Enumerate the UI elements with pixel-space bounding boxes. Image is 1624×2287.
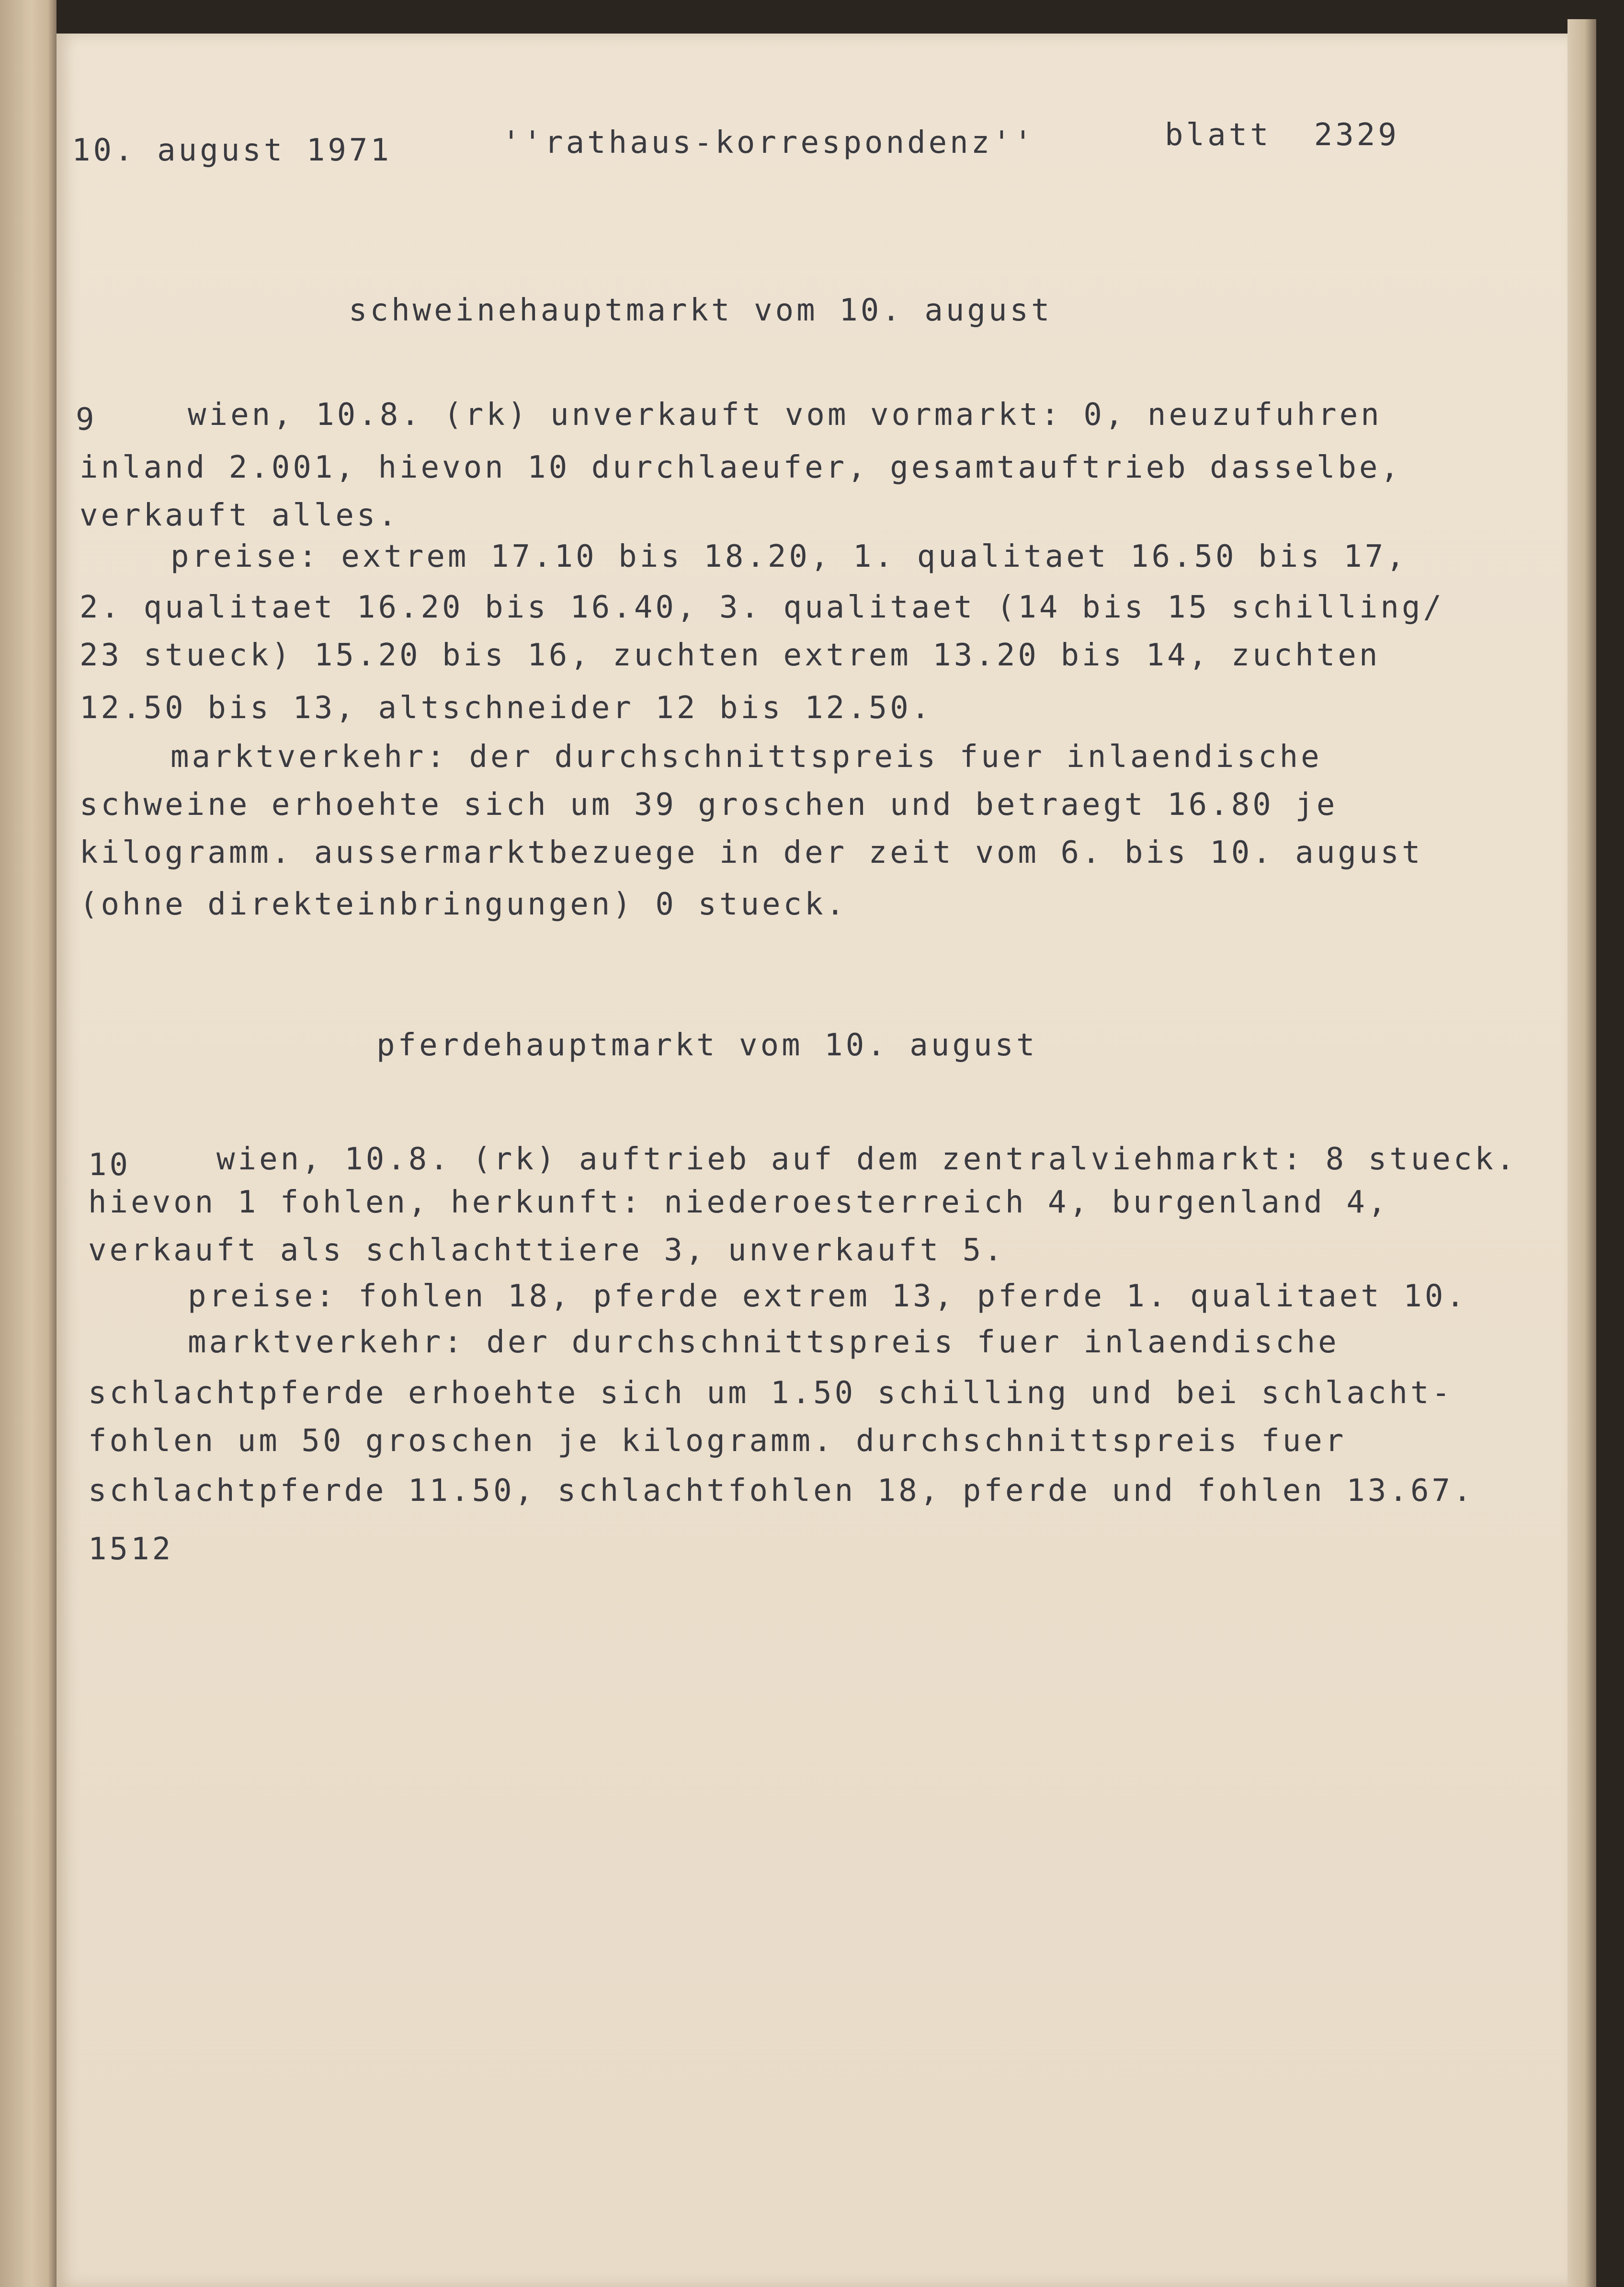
page-code: 1512 [88,1532,174,1567]
paragraph-line: kilogramm. aussermarktbezuege in der zeit vom 6. bis 10. august [79,835,1423,870]
paragraph-line: schlachtpferde erhoehte sich um 1.50 schilling und bei schlacht- [88,1375,1453,1411]
paragraph-line: wien, 10.8. (rk) unverkauft vom vormarkt: 0, neuzufuhren [188,397,1382,433]
paragraph-line: inland 2.001, hievon 10 durchlaeufer, gesamtauftrieb dasselbe, [79,450,1402,485]
header-date: 10. august 1971 [72,133,392,168]
paragraph-line: schweine erhoehte sich um 39 groschen und betraegt 16.80 je [79,787,1338,823]
item-number-9: 9 [76,402,97,437]
paragraph-line: fohlen um 50 groschen je kilogramm. durchschnittspreis fuer [88,1423,1347,1459]
paragraph-line: (ohne direkteinbringungen) 0 stueck. [79,887,848,922]
item-number-10: 10 [88,1147,131,1183]
paragraph-line: marktverkehr: der durchschnittspreis fuer inlaendische [188,1325,1340,1360]
paragraph-line: preise: extrem 17.10 bis 18.20, 1. qualitaet 16.50 bis 17, [170,539,1408,574]
section-heading-pferdehauptmarkt: pferdehauptmarkt vom 10. august [376,1028,1038,1063]
paragraph-line: marktverkehr: der durchschnittspreis fuer inlaendische [170,739,1322,775]
paragraph-line: hievon 1 fohlen, herkunft: niederoesterreich 4, burgenland 4, [88,1185,1389,1220]
paragraph-line: schlachtpferde 11.50, schlachtfohlen 18, pferde und fohlen 13.67. [88,1473,1475,1509]
paragraph-line: 2. qualitaet 16.20 bis 16.40, 3. qualitaet (14 bis 15 schilling/ [79,590,1444,625]
paragraph-line: preise: fohlen 18, pferde extrem 13, pferde 1. qualitaet 10. [188,1279,1467,1314]
paragraph-line: verkauft alles. [79,498,399,533]
header-title: ''rathaus-korrespondenz'' [502,125,1035,160]
paragraph-line: verkauft als schlachttiere 3, unverkauft 5. [88,1233,1005,1268]
right-page-edge [1567,19,1596,2287]
paragraph-line: wien, 10.8. (rk) auftrieb auf dem zentralviehmarkt: 8 stueck. [216,1142,1518,1177]
paragraph-line: 12.50 bis 13, altschneider 12 bis 12.50. [79,690,933,726]
header-sheet-number: blatt 2329 [1165,117,1399,153]
left-page-edge [0,0,57,2287]
paragraph-line: 23 stueck) 15.20 bis 16, zuchten extrem 13.20 bis 14, zuchten [79,638,1381,673]
section-heading-schweinehauptmarkt: schweinehauptmarkt vom 10. august [349,293,1053,328]
